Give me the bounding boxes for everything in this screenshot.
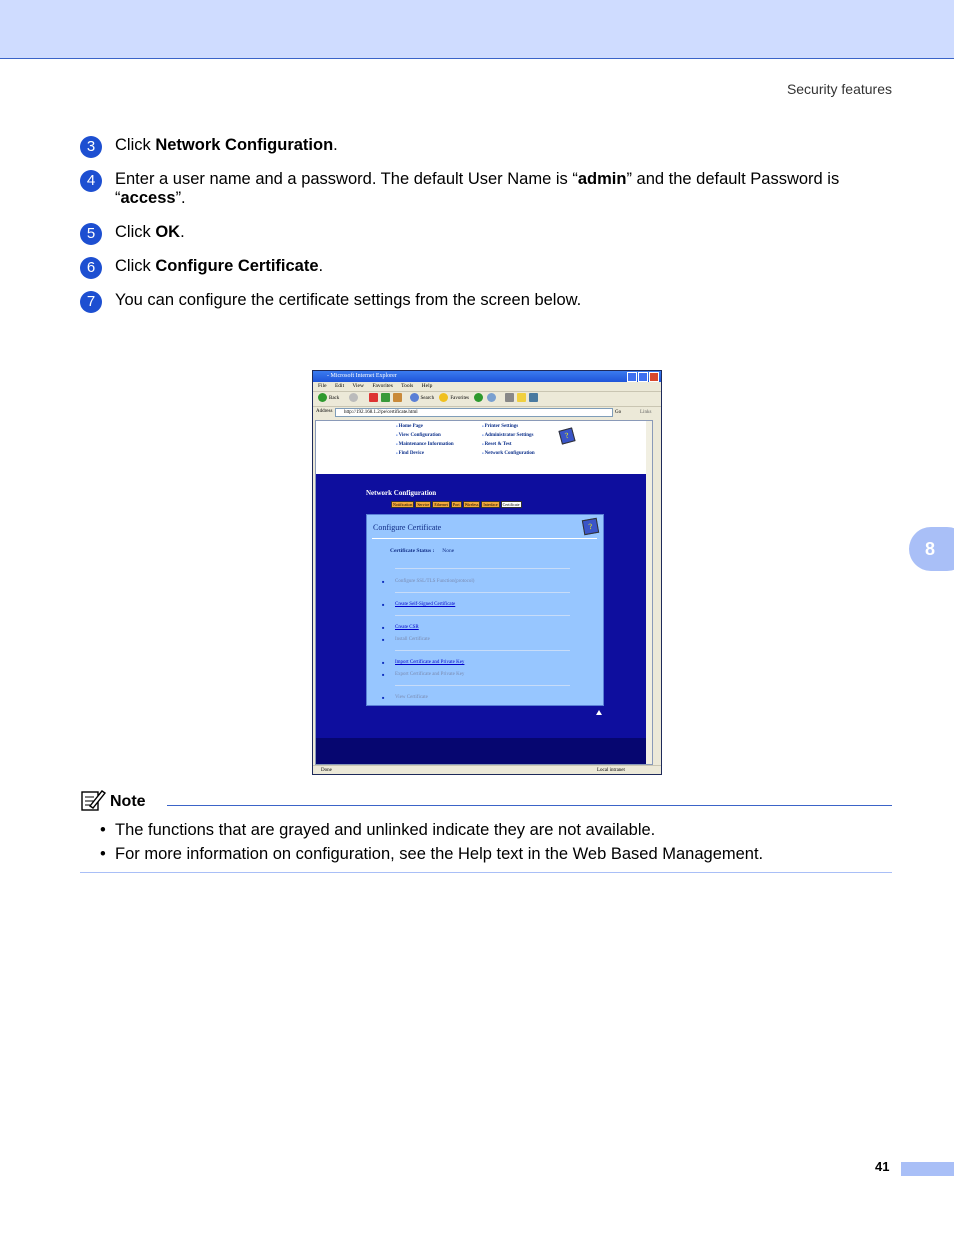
step-text: Click — [115, 257, 156, 275]
page-bar — [901, 1162, 954, 1176]
step-number: 4 — [80, 170, 102, 192]
step-number: 3 — [80, 136, 102, 158]
step-text: . — [180, 223, 185, 241]
menu-bar — [313, 382, 661, 392]
help-icon[interactable]: ? — [582, 518, 599, 535]
nav-home-page[interactable]: ■ Home Page — [396, 422, 454, 431]
nav-maintenance-information[interactable]: ■ Maintenance Information — [396, 440, 454, 449]
step-number: 7 — [80, 291, 102, 313]
step-bold: admin — [577, 170, 627, 188]
page-number: 41 — [875, 1159, 890, 1174]
favorites-icon[interactable] — [439, 393, 448, 402]
messenger-icon[interactable] — [529, 393, 538, 402]
header-band — [0, 0, 954, 59]
step-bold: OK — [155, 223, 181, 241]
tab-service[interactable]: Service — [417, 502, 430, 507]
network-config-title: Network Configuration — [366, 489, 437, 497]
help-book-icon[interactable]: ? — [558, 427, 575, 444]
step-item — [80, 136, 890, 155]
scroll-top-icon[interactable] — [596, 710, 602, 715]
address-bar — [313, 407, 661, 417]
option-export-certificate: ■ Export Certificate and Private Key — [395, 672, 464, 677]
nav-administrator-settings[interactable]: ■ Administrator Settings — [482, 431, 535, 440]
note-divider — [167, 805, 892, 806]
window-titlebar — [313, 371, 661, 382]
folder-icon[interactable] — [517, 393, 526, 402]
step-text: Enter a user name and a password. The default User Name is “ — [115, 170, 578, 188]
step-text: You can configure the certificate settings from the screen below. — [115, 291, 582, 309]
step-item — [80, 170, 890, 208]
menu-help[interactable]: Help — [421, 383, 433, 389]
favorites-button[interactable]: Favorites — [450, 396, 469, 401]
tab-certificate[interactable]: Certificate — [502, 502, 520, 507]
step-item — [80, 223, 890, 242]
note-list — [100, 818, 763, 866]
back-icon[interactable] — [318, 393, 327, 402]
step-item — [80, 257, 890, 276]
tab-ethernet[interactable]: Ethernet — [434, 502, 448, 507]
address-input[interactable]: http://192.168.1.2/pe/certificate.html — [335, 408, 613, 417]
divider — [395, 615, 570, 616]
step-number: 6 — [80, 257, 102, 279]
menu-tools[interactable]: Tools — [401, 383, 414, 389]
forward-icon[interactable] — [349, 393, 358, 402]
maximize-icon[interactable] — [638, 372, 648, 382]
menu-view[interactable]: View — [352, 383, 364, 389]
configure-certificate-panel — [366, 514, 604, 706]
note-item: • For more information on configuration, see the Help text in the Web Based Management. — [100, 842, 763, 866]
nav-view-configuration[interactable]: ■ View Configuration — [396, 431, 454, 440]
note-label: Note — [110, 793, 146, 810]
footer-area — [316, 738, 652, 764]
back-button[interactable]: Back — [329, 396, 340, 401]
step-text: . — [318, 257, 324, 275]
chapter-tab: 8 — [909, 527, 954, 571]
history-icon[interactable] — [474, 393, 483, 402]
search-button[interactable]: Search — [420, 396, 435, 401]
scrollbar[interactable] — [646, 421, 652, 764]
section-title: Security features — [786, 81, 892, 97]
step-text: ” and the default Password is “ — [115, 170, 840, 207]
toolbar — [313, 392, 661, 407]
option-create-self-signed[interactable]: ■ Create Self-Signed Certificate — [395, 602, 455, 607]
menu-favorites[interactable]: Favorites — [372, 383, 393, 389]
refresh-icon[interactable] — [381, 393, 390, 402]
option-view-certificate: ■ View Certificate — [395, 695, 428, 700]
note-item: • The functions that are grayed and unlinked indicate they are not available. — [100, 818, 763, 842]
option-configure-ssl: ■ Configure SSL/TLS Function(protocol) — [395, 579, 474, 584]
tab-port[interactable]: Port — [452, 502, 460, 507]
status-text: Done — [321, 768, 332, 773]
divider — [395, 568, 570, 569]
certificate-status — [390, 548, 454, 554]
panel-title: Configure Certificate — [373, 523, 442, 532]
config-tabs — [391, 501, 523, 508]
tab-wireless[interactable]: Wireless — [464, 502, 479, 507]
nav-right — [482, 422, 535, 459]
step-text: ”. — [175, 189, 186, 207]
status-label: Certificate Status : — [390, 548, 435, 554]
search-icon[interactable] — [410, 393, 419, 402]
nav-left — [396, 422, 454, 459]
divider — [395, 592, 570, 593]
print-icon[interactable] — [505, 393, 514, 402]
step-list — [80, 136, 890, 325]
step-bold: Network Configuration — [155, 136, 334, 154]
menu-file[interactable]: File — [318, 383, 327, 389]
option-create-csr[interactable]: ■ Create CSR — [395, 625, 419, 630]
option-install-certificate: ■ Install Certificate — [395, 637, 430, 642]
network-config-area — [316, 474, 652, 739]
home-icon[interactable] — [393, 393, 402, 402]
step-bold: Configure Certificate — [155, 257, 319, 275]
mail-icon[interactable] — [487, 393, 496, 402]
note-pencil-icon — [80, 788, 106, 812]
step-number: 5 — [80, 223, 102, 245]
step-item — [80, 291, 890, 310]
go-button[interactable]: Go — [615, 410, 622, 415]
menu-edit[interactable]: Edit — [334, 383, 345, 389]
step-text: Click — [115, 136, 156, 154]
divider — [372, 538, 597, 539]
stop-icon[interactable] — [369, 393, 378, 402]
note-bottom-divider — [80, 872, 892, 873]
page-content — [315, 420, 653, 765]
links-button[interactable]: Links — [640, 410, 652, 415]
nav-printer-settings[interactable]: ■ Printer Settings — [482, 422, 535, 431]
window-title: - Microsoft Internet Explorer — [327, 373, 397, 379]
zone-text: Local intranet — [597, 768, 625, 773]
status-bar — [313, 765, 662, 775]
minimize-icon[interactable] — [627, 372, 637, 382]
divider — [395, 685, 570, 686]
browser-screenshot — [312, 370, 662, 775]
step-bold: access — [120, 189, 176, 207]
tab-notification[interactable]: Notification — [393, 502, 413, 507]
tab-interface[interactable]: Interface — [483, 502, 498, 507]
nav-find-device[interactable]: ■ Find Device — [396, 449, 454, 458]
close-icon[interactable] — [649, 372, 659, 382]
step-text: . — [333, 136, 338, 154]
option-import-certificate[interactable]: ■ Import Certificate and Private Key — [395, 660, 464, 665]
divider — [395, 650, 570, 651]
nav-reset-test[interactable]: ■ Reset & Test — [482, 440, 535, 449]
step-text: Click — [115, 223, 156, 241]
address-label: Address — [316, 409, 333, 414]
status-value: None — [442, 548, 455, 554]
nav-network-configuration[interactable]: ■ Network Configuration — [482, 449, 535, 458]
